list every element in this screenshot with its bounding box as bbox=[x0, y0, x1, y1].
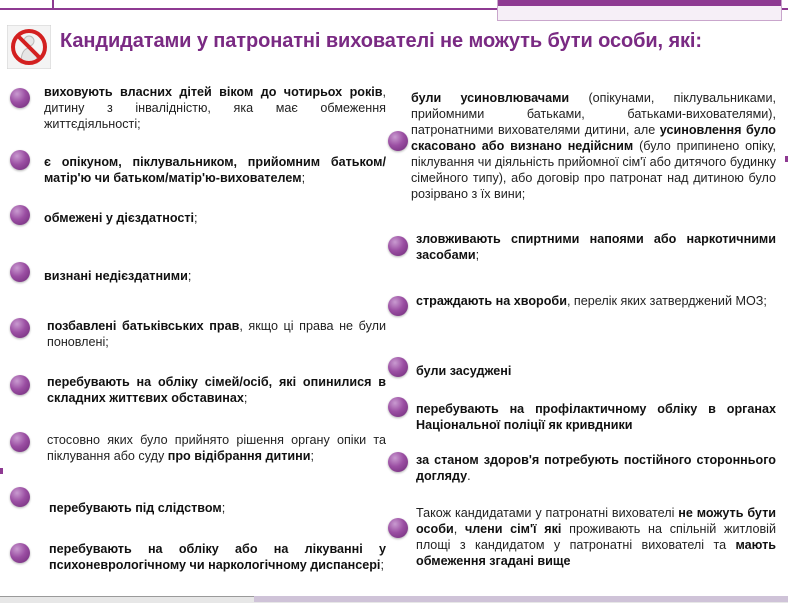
regular-text: ; bbox=[301, 171, 306, 185]
bold-text: виховують власних дітей віком до чотирьох років bbox=[44, 85, 383, 99]
right-item-5 bbox=[416, 401, 776, 433]
right-item-4 bbox=[416, 363, 776, 379]
regular-text: (було припинено опіку, піклування чи діяльність прийомної сім'ї або дитячого будинку сімейного типу), або договір про патронат над дитиною було розірвано з їх вини; bbox=[411, 139, 776, 201]
right-item-3 bbox=[416, 293, 776, 309]
right-item-7 bbox=[416, 505, 776, 569]
bullet-icon bbox=[388, 518, 408, 538]
bold-text: визнані недієздатними bbox=[44, 269, 188, 283]
top-right-accent bbox=[498, 0, 781, 6]
bold-text: є опікуном, піклувальником, прийомним батьком/матір'ю чи батьком/матір'ю-вихователем bbox=[44, 155, 386, 185]
regular-text: , перелік яких затверджений МОЗ; bbox=[566, 294, 767, 308]
left-item-8 bbox=[49, 500, 386, 516]
bold-text: члени сім'ї які bbox=[464, 522, 562, 536]
bold-text: перебувають на профілактичному обліку в органах Національної поліції як кривдники bbox=[416, 402, 776, 432]
bold-text: були усиновлювачами bbox=[411, 91, 570, 105]
bullet-icon bbox=[10, 205, 30, 225]
prohibition-icon bbox=[7, 25, 51, 69]
regular-text: , дитину з інвалідністю, яка має обмеження життєдіяльності; bbox=[44, 85, 386, 131]
regular-text: ; bbox=[187, 269, 192, 283]
top-left-panel bbox=[0, 0, 52, 8]
regular-text: ; bbox=[194, 211, 198, 225]
right-item-6 bbox=[416, 452, 776, 484]
regular-text: ; bbox=[475, 248, 480, 262]
bullet-icon bbox=[388, 357, 408, 377]
bullet-icon bbox=[388, 397, 408, 417]
bold-text: позбавлені батьківських прав bbox=[47, 319, 240, 333]
regular-text: стосовно яких було прийнято рішення органу опіки та піклування або суду bbox=[47, 433, 386, 463]
bullet-icon bbox=[388, 236, 408, 256]
bold-text: за станом здоров'я потребують постійного стороннього догляду bbox=[416, 453, 776, 483]
bullet-icon bbox=[388, 452, 408, 472]
left-item-3 bbox=[44, 210, 386, 226]
left-edge-mark bbox=[0, 468, 3, 474]
regular-text: ; bbox=[380, 558, 384, 572]
left-item-2 bbox=[44, 154, 386, 186]
bullet-icon bbox=[10, 150, 30, 170]
bullet-icon bbox=[388, 296, 408, 316]
left-item-9 bbox=[49, 541, 386, 573]
regular-text: . bbox=[467, 469, 471, 483]
left-item-5 bbox=[47, 318, 386, 350]
bullet-icon bbox=[10, 487, 30, 507]
bold-text: зловживають спиртними напоями або наркотичними засобами bbox=[416, 232, 776, 262]
bullet-icon bbox=[10, 318, 30, 338]
regular-text: , bbox=[453, 522, 465, 536]
regular-text: Також кандидатами у патронатні вихователі bbox=[416, 506, 679, 520]
regular-text: ; bbox=[221, 501, 226, 515]
bullet-icon bbox=[10, 88, 30, 108]
bold-text: перебувають під слідством bbox=[49, 501, 222, 515]
bold-text: обмежені у дієздатності bbox=[44, 211, 195, 225]
regular-text: (опікунами, піклувальниками, прийомними батьками, батьками-вихователями), патронатними вихователями дитини, але bbox=[411, 91, 777, 137]
bold-text: не можуть бути особи bbox=[416, 506, 776, 536]
bold-text: мають обмеження згадані вище bbox=[416, 538, 776, 568]
regular-text: ; bbox=[243, 391, 248, 405]
bold-text: перебувають на обліку або на лікуванні у психоневрологічному чи наркологічному диспансері bbox=[49, 542, 386, 572]
right-item-1 bbox=[411, 90, 776, 202]
page-title: Кандидатами у патронатні вихователі не можуть бути особи, які: bbox=[60, 30, 702, 52]
regular-text: , якщо ці права не були поновлені; bbox=[47, 319, 386, 349]
bold-text: були засуджені bbox=[416, 364, 512, 378]
top-right-panel bbox=[497, 0, 782, 21]
bullet-icon bbox=[10, 375, 30, 395]
left-item-4 bbox=[44, 268, 386, 284]
top-left-divider bbox=[52, 0, 54, 8]
bold-text: страждають на хвороби bbox=[416, 294, 567, 308]
bullet-icon bbox=[10, 262, 30, 282]
left-item-7 bbox=[47, 432, 386, 464]
bold-text: про відібрання дитини bbox=[167, 449, 311, 463]
left-item-6 bbox=[47, 374, 386, 406]
bullet-icon bbox=[10, 432, 30, 452]
regular-text: проживають на спільній житловій площі з кандидатом у патронатні вихователі та bbox=[416, 522, 776, 552]
bullet-icon bbox=[388, 131, 408, 151]
right-item-2 bbox=[416, 231, 776, 263]
bottom-accent-bar bbox=[254, 596, 788, 602]
left-item-1 bbox=[44, 84, 386, 132]
bullet-icon bbox=[10, 543, 30, 563]
regular-text: ; bbox=[310, 449, 315, 463]
bold-text: перебувають на обліку сімей/осіб, які опинилися в складних життєвих обставинах bbox=[47, 375, 386, 405]
bold-text: усиновлення було скасовано або визнано недійсним bbox=[411, 123, 776, 153]
